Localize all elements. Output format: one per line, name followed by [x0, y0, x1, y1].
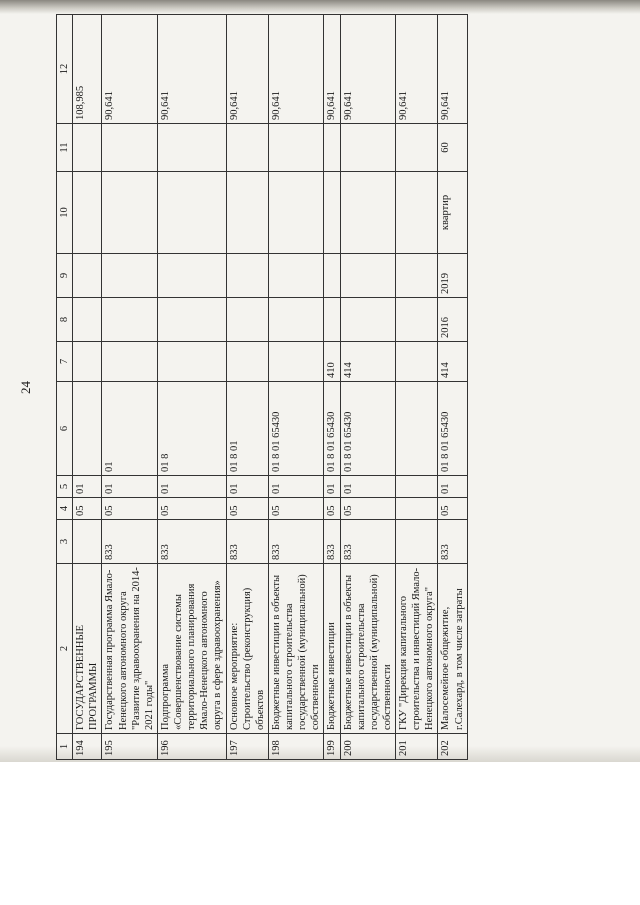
table-cell-c12: 90,641: [157, 15, 226, 124]
table-cell-c7: [73, 342, 102, 382]
table-cell-name: ГКУ "Дирекция капитального строительства и инвестиций Ямало-Ненецкого автономного округа": [396, 564, 438, 734]
table-cell-c6: [73, 382, 102, 476]
table-cell-n: 199: [324, 734, 340, 760]
table-cell-c5: [396, 476, 438, 498]
table-cell-c7: [226, 342, 268, 382]
column-header-8: 8: [57, 298, 73, 342]
table-cell-c3: 833: [102, 520, 158, 564]
table-cell-c4: [396, 498, 438, 520]
column-header-11: 11: [57, 124, 73, 172]
column-header-7: 7: [57, 342, 73, 382]
table-cell-n: 200: [340, 734, 396, 760]
table-cell-c5: 01: [73, 476, 102, 498]
table-row: [396, 15, 438, 760]
table-row: [157, 15, 226, 760]
table-cell-c3: 833: [157, 520, 226, 564]
table-cell-n: 197: [226, 734, 268, 760]
table-cell-c4: 05: [324, 498, 340, 520]
table-cell-c10: [157, 172, 226, 254]
table-cell-c7: 414: [438, 342, 467, 382]
table-cell-c4: 05: [102, 498, 158, 520]
table-cell-c12: 90,641: [396, 15, 438, 124]
table-cell-c3: 833: [438, 520, 467, 564]
table-cell-c8: [102, 298, 158, 342]
table-cell-c4: 05: [226, 498, 268, 520]
table-cell-c11: [268, 124, 324, 172]
scan-top-edge: [0, 0, 640, 14]
table-cell-c11: 60: [438, 124, 467, 172]
table-cell-c10: [268, 172, 324, 254]
table-cell-c3: [73, 520, 102, 564]
table-cell-n: 196: [157, 734, 226, 760]
table-cell-n: 198: [268, 734, 324, 760]
table-cell-c9: 2019: [438, 254, 467, 298]
table-cell-n: 202: [438, 734, 467, 760]
table-cell-c11: [340, 124, 396, 172]
table-cell-c10: [324, 172, 340, 254]
column-header-6: 6: [57, 382, 73, 476]
table-cell-c5: 01: [340, 476, 396, 498]
column-header-1: 1: [57, 734, 73, 760]
table-cell-c6: 01 8: [157, 382, 226, 476]
table-cell-c6: 01 8 01 65430: [268, 382, 324, 476]
table-row: [340, 15, 396, 760]
column-header-9: 9: [57, 254, 73, 298]
table-header-row: [57, 15, 73, 760]
table-cell-c9: [340, 254, 396, 298]
table-cell-name: Подпрограмма «Совершенствование системы территориального планирования Ямало-Ненецкого автономного округа в сфере здравоохранения»: [157, 564, 226, 734]
page-number: 24: [18, 381, 33, 394]
table-cell-c5: 01: [268, 476, 324, 498]
table-cell-c12: 108,985: [73, 15, 102, 124]
column-header-12: 12: [57, 15, 73, 124]
table-cell-c12: 90,641: [102, 15, 158, 124]
table-cell-c3: 833: [324, 520, 340, 564]
table-cell-c4: 05: [438, 498, 467, 520]
table-cell-name: Государственная программа Ямало-Ненецкого автономного округа "Развитие здравоохранения на 2014-2021 годы": [102, 564, 158, 734]
table-cell-c8: [268, 298, 324, 342]
table-cell-c11: [102, 124, 158, 172]
table-cell-c12: 90,641: [438, 15, 467, 124]
rotated-document-sheet: [18, 15, 576, 760]
table-cell-c9: [396, 254, 438, 298]
table-cell-c5: 01: [102, 476, 158, 498]
table-cell-c6: 01 8 01 65430: [324, 382, 340, 476]
table-cell-c10: [226, 172, 268, 254]
table-cell-c8: [157, 298, 226, 342]
table-cell-c4: 05: [157, 498, 226, 520]
table-cell-c7: 414: [340, 342, 396, 382]
table-cell-c6: 01 8 01 65430: [340, 382, 396, 476]
table-cell-c8: [226, 298, 268, 342]
table-cell-c7: [102, 342, 158, 382]
table-cell-c12: 90,641: [324, 15, 340, 124]
table-body: [73, 15, 468, 760]
table-cell-c8: [73, 298, 102, 342]
table-cell-c11: [73, 124, 102, 172]
table-cell-n: 201: [396, 734, 438, 760]
table-cell-c8: [324, 298, 340, 342]
table-row: [226, 15, 268, 760]
table-cell-c8: [396, 298, 438, 342]
table-row: [102, 15, 158, 760]
table-cell-name: Основное мероприятие: Строительство (реконструкция) объектов: [226, 564, 268, 734]
table-cell-c10: [396, 172, 438, 254]
table-cell-c8: 2016: [438, 298, 467, 342]
table-cell-c9: [226, 254, 268, 298]
table-cell-c11: [226, 124, 268, 172]
table-cell-c6: 01 8 01: [226, 382, 268, 476]
table-cell-c11: [324, 124, 340, 172]
table-cell-c7: [396, 342, 438, 382]
table-row: [73, 15, 102, 760]
table-cell-c7: [157, 342, 226, 382]
table-cell-name: ГОСУДАРСТВЕННЫЕ ПРОГРАММЫ: [73, 564, 102, 734]
table-cell-n: 195: [102, 734, 158, 760]
table-cell-c11: [157, 124, 226, 172]
table-row: [268, 15, 324, 760]
table-cell-c9: [102, 254, 158, 298]
table-cell-name: Бюджетные инвестиции: [324, 564, 340, 734]
table-cell-c7: 410: [324, 342, 340, 382]
table-cell-c8: [340, 298, 396, 342]
table-cell-c10: квартир: [438, 172, 467, 254]
table-cell-c6: 01 8 01 65430: [438, 382, 467, 476]
table-cell-c12: 90,641: [268, 15, 324, 124]
table-cell-c5: 01: [438, 476, 467, 498]
table-cell-c9: [324, 254, 340, 298]
table-cell-name: Малосемейное общежитие, г.Салехард, в том числе затраты: [438, 564, 467, 734]
table-cell-c5: 01: [226, 476, 268, 498]
column-header-2: 2: [57, 564, 73, 734]
table-cell-c12: 90,641: [340, 15, 396, 124]
table-cell-c10: [73, 172, 102, 254]
table-cell-c12: 90,641: [226, 15, 268, 124]
table-cell-c3: [396, 520, 438, 564]
table-cell-c3: 833: [226, 520, 268, 564]
table-cell-c4: 05: [73, 498, 102, 520]
table-cell-c4: 05: [268, 498, 324, 520]
table-cell-c11: [396, 124, 438, 172]
table-cell-c9: [157, 254, 226, 298]
table-cell-c6: [396, 382, 438, 476]
table-cell-n: 194: [73, 734, 102, 760]
table-cell-c5: 01: [324, 476, 340, 498]
table-cell-c9: [73, 254, 102, 298]
budget-table: [56, 14, 468, 760]
table-cell-c5: 01: [157, 476, 226, 498]
table-cell-c3: 833: [340, 520, 396, 564]
table-cell-c9: [268, 254, 324, 298]
table-cell-c4: 05: [340, 498, 396, 520]
table-row: [438, 15, 467, 760]
table-cell-c10: [102, 172, 158, 254]
table-cell-c6: 01: [102, 382, 158, 476]
table-cell-c3: 833: [268, 520, 324, 564]
table-cell-c10: [340, 172, 396, 254]
column-header-3: 3: [57, 520, 73, 564]
table-cell-c7: [268, 342, 324, 382]
table-row: [324, 15, 340, 760]
column-header-4: 4: [57, 498, 73, 520]
column-header-10: 10: [57, 172, 73, 254]
table-cell-name: Бюджетные инвестиции в объекты капитального строительства государственной (муниципальной) собственности: [268, 564, 324, 734]
column-header-5: 5: [57, 476, 73, 498]
table-cell-name: Бюджетные инвестиции в объекты капитального строительства государственной (муниципальной) собственности: [340, 564, 396, 734]
